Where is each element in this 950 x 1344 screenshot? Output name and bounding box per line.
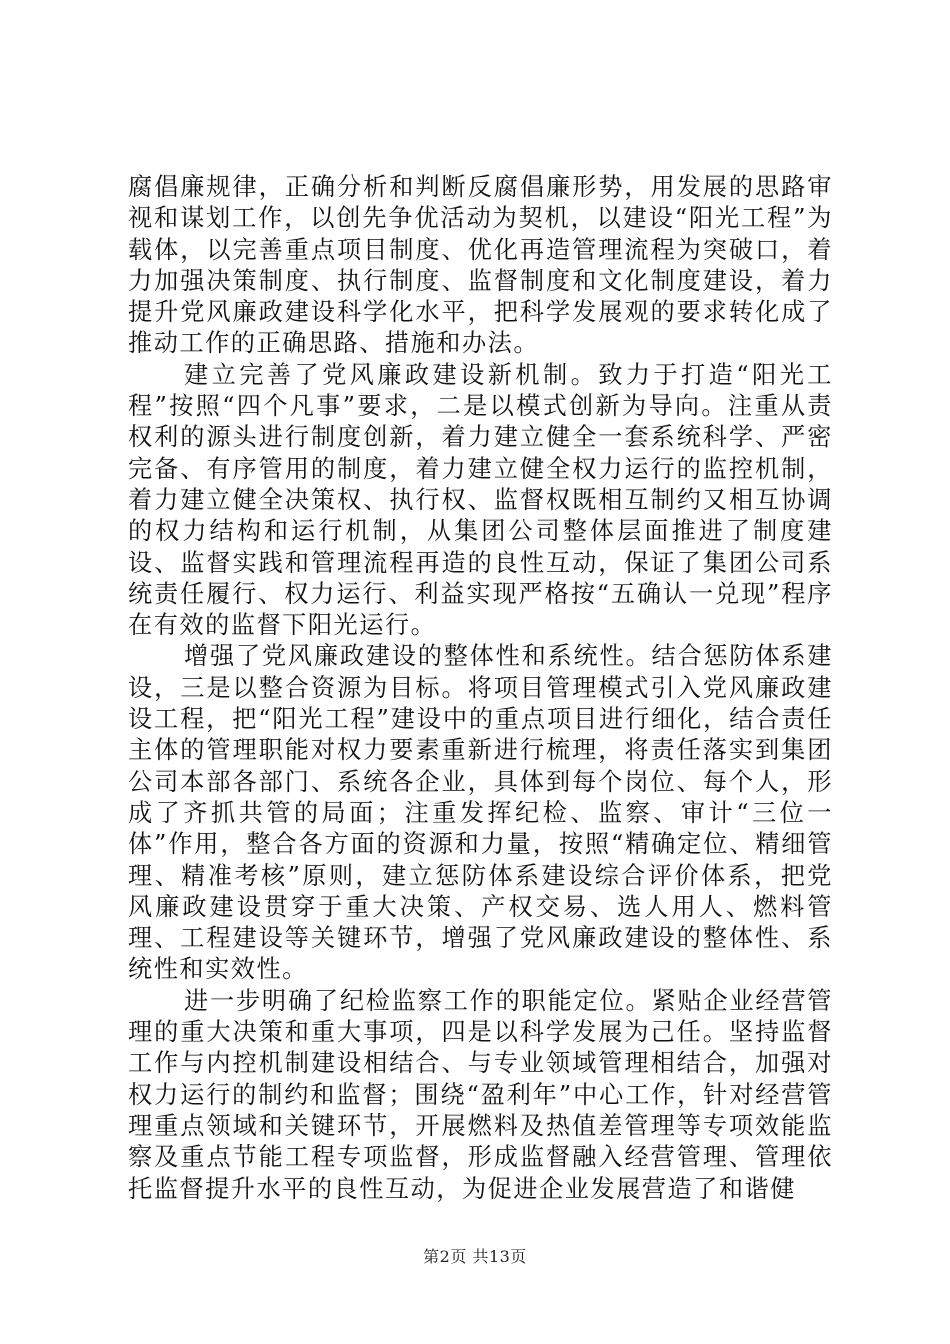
paragraph-3: 增强了党风廉政建设的整体性和系统性。结合惩防体系建设，三是以整合资源为目标。将项目管理模式引入党风廉政建设工程，把“阳光工程”建设中的重点项目进行细化，结合责任主体的管理职能对权力要素重新进行梳理，将责任落实到集团公司本部各部门、系统各企业，具体到每个岗位、每个人，形成了齐抓共管的局面；注重发挥纪检、监察、审计“三位一体”作用，整合各方面的资源和力量，按照“精确定位、精细管理、精准考核”原则，建立惩防体系建设综合评价体系，把党风廉政建设贯穿于重大决策、产权交易、选人用人、燃料管理、工程建设等关键环节，增强了党风廉政建设的整体性、系统性和实效性。	[128, 642, 833, 984]
paragraph-1: 腐倡廉规律，正确分析和判断反腐倡廉形势，用发展的思路审视和谋划工作，以创先争优活动为契机，以建设“阳光工程”为载体，以完善重点项目制度、优化再造管理流程为突破口，着力加强决策制度、执行制度、监督制度和文化制度建设，着力提升党风廉政建设科学化水平，把科学发展观的要求转化成了推动工作的正确思路、措施和办法。	[128, 173, 833, 358]
paragraph-2: 建立完善了党风廉政建设新机制。致力于打造“阳光工程”按照“四个凡事”要求，二是以模式创新为导向。注重从责权利的源头进行制度创新，着力建立健全一套系统科学、严密完备、有序管用的制度，着力建立健全权力运行的监控机制，着力建立健全决策权、执行权、监督权既相互制约又相互协调的权力结构和运行机制，从集团公司整体层面推进了制度建设、监督实践和管理流程再造的良性互动，保证了集团公司系统责任履行、权力运行、利益实现严格按“五确认一兑现”程序在有效的监督下阳光运行。	[128, 360, 833, 640]
paragraph-4: 进一步明确了纪检监察工作的职能定位。紧贴企业经营管理的重大决策和重大事项，四是以科学发展为己任。坚持监督工作与内控机制建设相结合、与专业领域管理相结合，加强对权力运行的制约和监督；围绕“盈利年”中心工作，针对经营管理重点领域和关键环节，开展燃料及热值差管理等专项效能监察及重点节能工程专项监督，形成监督融入经营管理、管理依托监督提升水平的良性互动，为促进企业发展营造了和谐健	[128, 986, 833, 1203]
page-number-footer: 第2页 共13页	[423, 1247, 527, 1266]
document-body	[128, 172, 833, 1205]
